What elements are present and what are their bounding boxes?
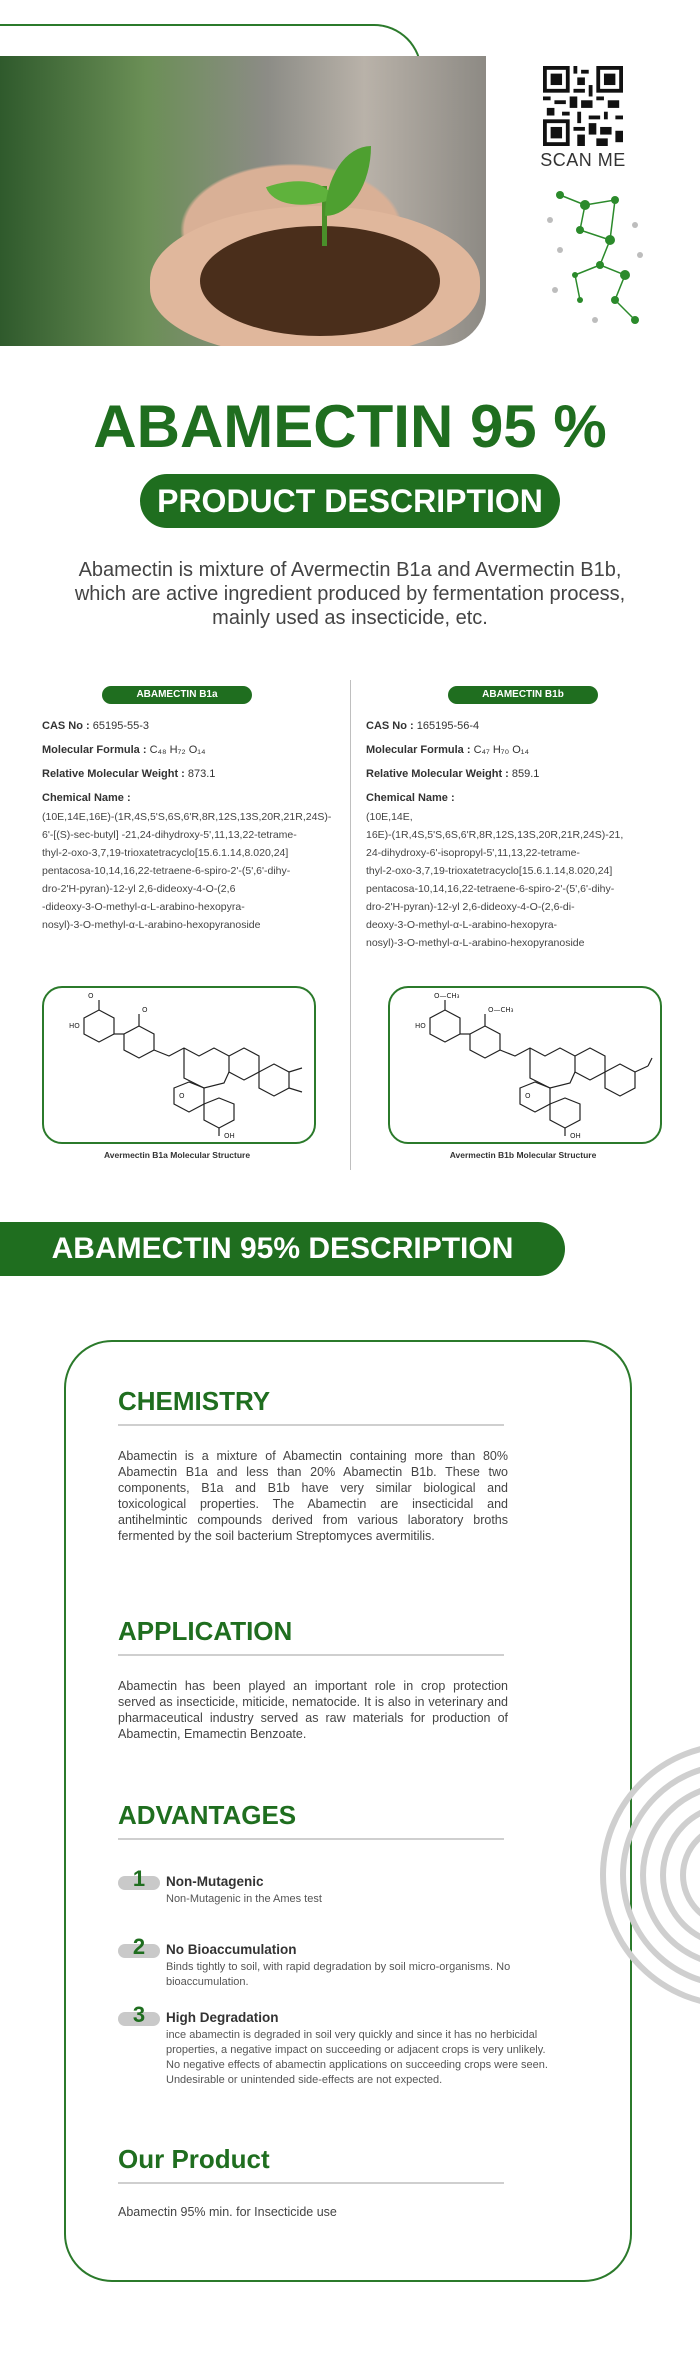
svg-text:O—CH₃: O—CH₃ <box>434 992 460 1000</box>
advantage-3-text: ince abamectin is degraded in soil very quickly and since it has no herbicidal properties, a negative impact on succeeding or adjacent crops is very unlikely. No negative effects of abamectin applications on succeeding crops were seen. Undesirable or unintended side-effects are not expected. <box>166 2029 548 2086</box>
our-product-body: Abamectin 95% min. for Insecticide use <box>118 2205 337 2219</box>
svg-text:O: O <box>179 1092 185 1100</box>
svg-text:O—CH₃: O—CH₃ <box>488 1006 514 1014</box>
b1a-molecular-structure-icon <box>44 988 314 1142</box>
molecule-decoration-icon <box>540 180 660 330</box>
advantage-1-title: Non-Mutagenic <box>166 1874 264 1889</box>
svg-text:OH: OH <box>570 1132 581 1140</box>
b1a-chemical-name: (10E,14E,16E)-(1R,4S,5'S,6S,6'R,8R,12S,13S,20R,21R,24S)- 6'-[(S)-sec-butyl] -21,24-dihydroxy-5',11,13,22-tetrame- thyl-2-oxo-3,7,19-trioxatetracyclo[15.6.1.14,8.020,24] pentacosa-10,14,16,22-tetraene-6-spiro-2'-(5',6'-dihy- dro-2'H-pyran)-12-yl 2,6-dideoxy-4-O-(2,6 -dideoxy-3-O-methyl-α-L-arabino-hexopyra- nosyl)-3-O-methyl-α-L-arabino-hexopyranoside <box>42 811 332 931</box>
svg-text:OH: OH <box>224 1132 235 1140</box>
advantages-rule <box>118 1838 504 1840</box>
page-title: ABAMECTIN 95 % <box>93 393 607 460</box>
svg-text:O: O <box>88 992 94 1000</box>
svg-text:HO: HO <box>69 1022 80 1030</box>
b1b-chemical-name: (10E,14E, 16E)-(1R,4S,5'S,6S,6'R,8R,12S,13S,20R,21R,24S)-21, 24-dihydroxy-6'-isopropyl-5',11,13,22-tetrame- thyl-2-oxo-3,7,19-trioxatetracyclo[15.6.1.14,8.020,24] pentacosa-10,14,16,22-tetraene-6-spiro-2'-(5',6'-dihy- dro-2'H-pyran)-12-yl 2,6-dideoxy-4-O-(2,6-di- deoxy-3-O-methyl-α-L-arabino-hexopyra- nosyl)-3-O-methyl-α-L-arabino-hexopyranoside <box>366 811 624 949</box>
b1b-chem-label: Chemical Name : <box>366 792 455 804</box>
svg-text:O: O <box>525 1092 531 1100</box>
b1a-formula: Molecular Formula : C₄₈ H₇₂ O₁₄ <box>42 744 206 756</box>
b1a-chem-label: Chemical Name : <box>42 792 131 804</box>
b1b-heading: ABAMECTIN B1b <box>448 686 598 704</box>
b1a-cas: CAS No : 65195-55-3 <box>42 720 150 732</box>
b1a-heading: ABAMECTIN B1a <box>102 686 252 704</box>
b1a-weight: Relative Molecular Weight : 873.1 <box>42 768 216 780</box>
concentric-rings-decoration-icon <box>598 1735 700 2015</box>
svg-text:HO: HO <box>415 1022 426 1030</box>
advantage-2-title: No Bioaccumulation <box>166 1942 297 1957</box>
b1b-molecular-structure-icon <box>390 988 660 1142</box>
scan-me-label: SCAN ME <box>540 150 626 170</box>
application-rule <box>118 1654 504 1656</box>
chemistry-title: CHEMISTRY <box>118 1386 271 1416</box>
column-divider <box>350 680 351 1170</box>
b1a-structure-box <box>42 986 316 1144</box>
chemistry-body: Abamectin is a mixture of Abamectin containing more than 80% Abamectin B1a and less than 20% Abamectin B1b. These two components, B1a and B1b have very similar biological and toxicological properties. The Abamectin are insecticidal and antihelmintic compounds derived from various laboratory broths fermented by the soil bacterium Streptomyces avermitilis. <box>118 1449 508 1543</box>
intro-text: Abamectin is mixture of Avermectin B1a and Avermectin B1b, which are active ingredient produced by fermentation process, mainly used as insecticide, etc. <box>74 559 626 629</box>
application-body: Abamectin has been played an important role in crop protection served as insecticide, miticide, nematocide. It is also in veterinary and pharmaceutical industry served as raw materials for production of Abamectin, Emamectin Benzoate. <box>118 1679 508 1741</box>
b1b-cas: CAS No : 165195-56-4 <box>366 720 480 732</box>
b1b-weight: Relative Molecular Weight : 859.1 <box>366 768 540 780</box>
advantage-3-number: 3 <box>132 2002 146 2027</box>
advantage-2-number: 2 <box>132 1934 146 1959</box>
b1b-structure-box <box>388 986 662 1144</box>
qr-code-icon[interactable] <box>543 66 623 146</box>
product-description-pill: PRODUCT DESCRIPTION <box>140 474 560 528</box>
advantage-1-number: 1 <box>132 1866 146 1891</box>
description-banner: ABAMECTIN 95% DESCRIPTION <box>0 1222 565 1276</box>
application-title: APPLICATION <box>118 1616 293 1646</box>
chemistry-rule <box>118 1424 504 1426</box>
advantage-3-title: High Degradation <box>166 2010 279 2025</box>
advantages-title: ADVANTAGES <box>118 1800 297 1830</box>
b1b-structure-caption: Avermectin B1b Molecular Structure <box>449 1150 597 1160</box>
our-product-title: Our Product <box>118 2144 270 2174</box>
svg-text:O: O <box>142 1006 148 1014</box>
our-product-rule <box>118 2182 504 2184</box>
hero-image-hands-with-seedling <box>0 56 486 346</box>
advantage-2-text: Binds tightly to soil, with rapid degradation by soil micro-organisms. No bioaccumulation. <box>166 1961 511 1988</box>
advantage-1-text: Non-Mutagenic in the Ames test <box>166 1893 322 1905</box>
b1b-formula: Molecular Formula : C₄₇ H₇₀ O₁₄ <box>366 744 529 756</box>
b1a-structure-caption: Avermectin B1a Molecular Structure <box>103 1150 251 1160</box>
